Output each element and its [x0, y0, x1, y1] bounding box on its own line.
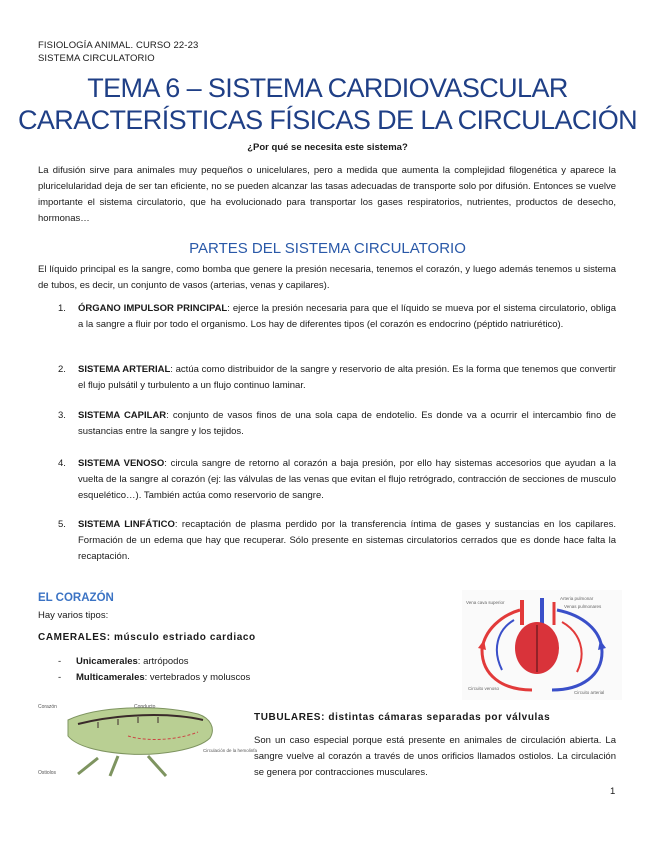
- list-description: : ejerce la presión necesaria para que el líquido se mueva por el sistema circulatorio, obliga a la sangre a fluir por todo el organismo. Los hay de diferentes tipos (el corazón es endocrino (péptido natriurético).: [78, 303, 616, 330]
- label-arteria-pulmonar: Arteria pulmonar: [560, 596, 594, 601]
- parts-intro: El líquido principal es la sangre, como bomba que genere la presión necesaria, tenemos el corazón, y luego además tenemos u sistema de tubos, es decir, un conjunto de vasos (arterias, venas y capilares).: [38, 264, 616, 291]
- list-term: SISTEMA VENOSO: [78, 458, 165, 469]
- list-term: SISTEMA LINFÁTICO: [78, 519, 175, 530]
- list-term: Unicamerales: [76, 656, 138, 667]
- label-circuito-arterial: Circuito arterial: [574, 690, 605, 695]
- list-number: 1.: [58, 303, 66, 314]
- list-description: : actúa como distribuidor de la sangre y reservorio de alta presión. Es la forma que tenemos que convertir el flujo pulsátil y turbulento a un flujo continuo laminar.: [78, 364, 616, 391]
- list-item: [58, 517, 616, 565]
- camerales-title: CAMERALES: músculo estriado cardiaco: [38, 632, 256, 643]
- tubulares-paragraph: Son un caso especial porque está presente en animales de circulación abierta. La sangre vuelve al corazón a través de unos orificios llamados ostiolos. La circulación se genera por contracciones musculares.: [254, 735, 616, 778]
- label-conducto: Conducto: [134, 704, 156, 710]
- intro-paragraph: La difusión sirve para animales muy pequeños o unicelulares, pero a medida que aumenta la complejidad filogenética y aparece la pluricelularidad deja de ser tan eficiente, no se pueden alcanzar las tasas adecuadas de transporte solo por difusión. Entonces se vuelve importante el sistema circulatorio, que ha evolucionado para transportar los gases respiratorios, nutrientes, productos de desecho, hormonas…: [38, 165, 616, 224]
- list-number: 3.: [58, 410, 66, 421]
- page-number: 1: [610, 786, 616, 797]
- list-description: : conjunto de vasos finos de una sola capa de endotelio. Es donde va a ocurrir el intercambio fino de sustancias entre la sangre y los tejidos.: [78, 410, 617, 437]
- header-subject: SISTEMA CIRCULATORIO: [38, 53, 155, 64]
- list-dash: -: [58, 656, 62, 667]
- header-course: FISIOLOGÍA ANIMAL. CURSO 22-23: [38, 40, 199, 51]
- section-title-parts: PARTES DEL SISTEMA CIRCULATORIO: [189, 240, 466, 257]
- page-title-line1: TEMA 6 – SISTEMA CARDIOVASCULAR: [87, 73, 568, 103]
- list-number: 2.: [58, 364, 66, 375]
- label-venas-pulmonares: Venas pulmonares: [564, 604, 602, 609]
- list-term: SISTEMA CAPILAR: [78, 410, 167, 421]
- list-item: [58, 301, 616, 333]
- page-subtitle: ¿Por qué se necesita este sistema?: [247, 142, 408, 153]
- list-dash: -: [58, 672, 62, 683]
- label-ostiolos: Ostiolos: [38, 770, 57, 776]
- tubulares-title: TUBULARES: distintas cámaras separadas por válvulas: [254, 712, 551, 723]
- list-number: 5.: [58, 519, 66, 530]
- insect-heart-figure: [38, 700, 258, 778]
- list-term: Multicamerales: [76, 672, 145, 683]
- label-vena-cava: Vena cava superior: [466, 600, 505, 605]
- list-description: : vertebrados y moluscos: [144, 672, 251, 683]
- list-term: ÓRGANO IMPULSOR PRINCIPAL: [78, 303, 228, 314]
- list-description: : circula sangre de retorno al corazón a baja presión, por ello hay sistemas accesorios que ayudan a la vuelta de la sangre al corazón (ej: las válvulas de las venas que evitan el flujo retrógrado, contracción de secciones de musculo esquelético…). También actúa como reservorio de sangre.: [78, 458, 616, 501]
- section-title-heart: EL CORAZÓN: [38, 592, 114, 604]
- list-description: : artrópodos: [137, 656, 189, 667]
- list-item: [58, 672, 250, 683]
- heart-intro: Hay varios tipos:: [38, 610, 109, 621]
- page-title-line2: CARACTERÍSTICAS FÍSICAS DE LA CIRCULACIÓN: [17, 105, 638, 135]
- list-term: SISTEMA ARTERIAL: [78, 364, 171, 375]
- list-item: [58, 656, 189, 667]
- label-corazon: Corazón: [38, 704, 57, 710]
- list-number: 4.: [58, 458, 66, 469]
- label-circulacion: Circulación de la hemolinfa: [203, 748, 258, 753]
- heart-circulation-figure: [462, 590, 622, 700]
- list-description: : recaptación de plasma perdido por la transferencia íntima de gases y sustancias en los capilares. Formación de un edema que hay que recuperar. Sólo presente en sistemas circulatorios cerrados que es donde hace falta la recaptación.: [78, 519, 617, 562]
- list-item: [58, 408, 616, 440]
- list-item: [58, 362, 616, 394]
- list-item: [58, 456, 616, 504]
- label-circuito-venoso: Circuito venoso: [468, 686, 500, 691]
